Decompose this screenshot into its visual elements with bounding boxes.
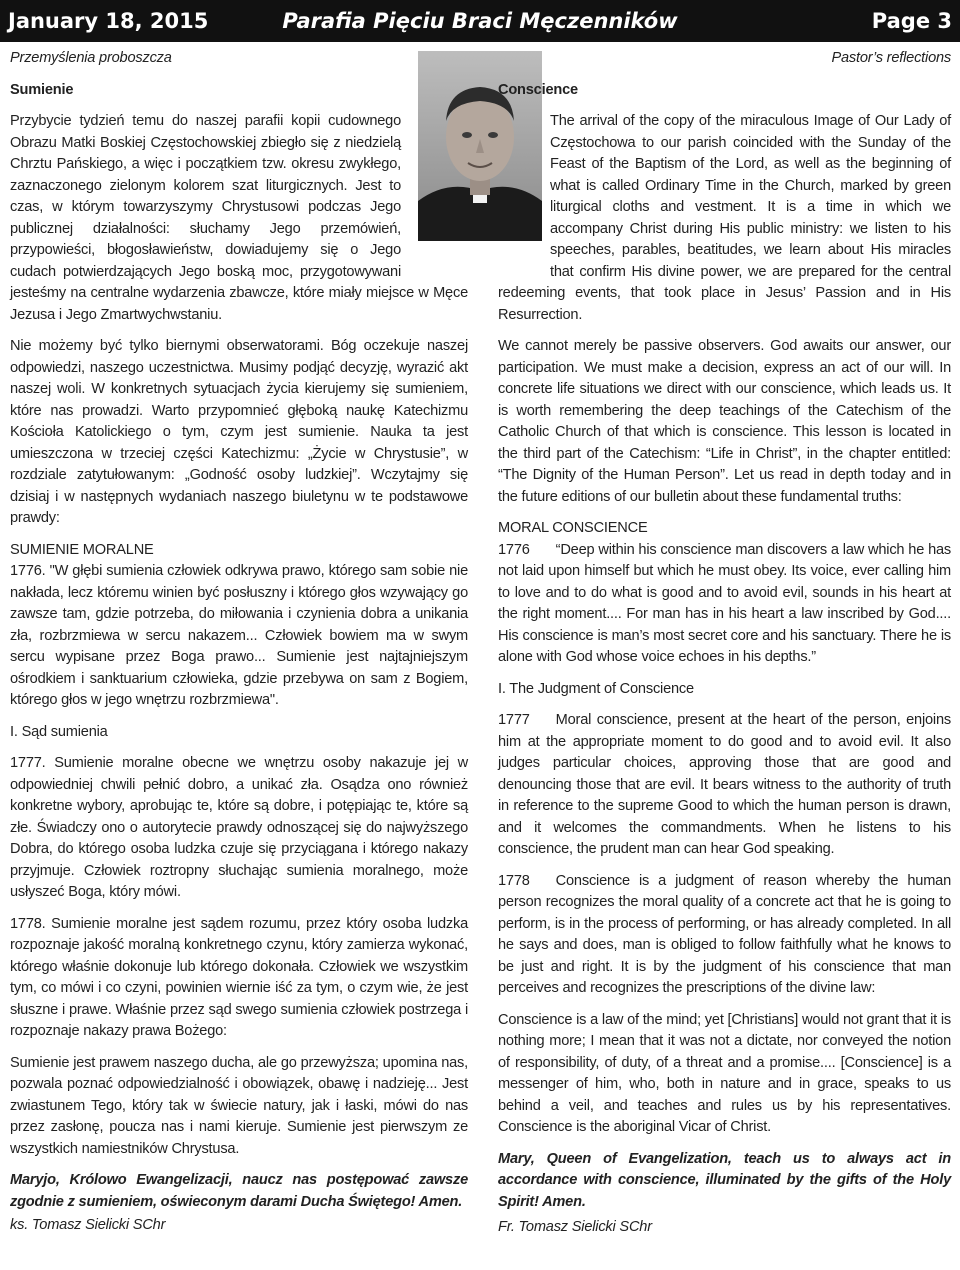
page-header xyxy=(0,0,960,42)
english-paragraph-2: We cannot merely be passive observers. God awaits our answer, our participation. We must make a decision, express an act of our will. In concrete life situations we direct with our conscience, which leads us. It is worth remembering the deep teachings of the Catechism of the Catholic Church of that which is conscience. This lesson is located in the third part of the Catechism: “Life in Christ”, in the chapter entitled: “The Dignity of the Human Person”. Let us read in depth today and in the future editions of our bulletin about these fundamental truths: xyxy=(498,338,951,505)
english-text-1777: Moral conscience, present at the heart of the person, enjoins him at the appropriate moment to do good and to avoid evil. It also judges particular choices, approving those that are good and denouncing those that are evil. It bears witness to the authority of truth in reference to the supreme Good to which the human person is drawn, and it welcomes the commandments. When he listens to his conscience, the prudent man can hear God speaking. xyxy=(498,712,951,857)
english-subhead: MORAL CONSCIENCE xyxy=(498,520,648,536)
polish-paragraph-1777: 1777. Sumienie moralne obecne we wnętrzu osoby nakazuje jej w odpowiedniej chwili pełnić dobro, a unikać zła. Osądza ono również konkretne wybory, aprobując te, które są dobre, i potępiając te, które są złe. Świadczy ono o autorytecie prawdy odnoszącej się do najwyższego Dobra, do którego osoba ludzka czuje się przyciągana i którego nakazy przyjmuje. Człowiek roztropny słuchając sumienia moralnego, może usłyszeć Boga, który mówi. xyxy=(10,755,468,900)
polish-title: Sumienie xyxy=(10,81,74,98)
polish-subhead: SUMIENIE MORALNE xyxy=(10,541,154,558)
polish-section-heading: I. Sąd sumienia xyxy=(10,723,108,740)
english-kicker: Pastor’s reflections xyxy=(831,50,951,66)
english-prayer: Mary, Queen of Evangelization, teach us to always act in accordance with conscience, illuminated by the gifts of the Holy Spirit! Amen. xyxy=(498,1150,951,1210)
photo-spacer-right xyxy=(488,111,538,261)
english-signature: Fr. Tomasz Sielicki SChr xyxy=(498,1219,652,1235)
parish-name: Parafia Pięciu Braci Męczenników xyxy=(282,9,678,33)
english-number-1776: 1776 xyxy=(498,541,530,558)
polish-column xyxy=(10,48,468,1266)
english-paragraph-newman: Conscience is a law of the mind; yet [Christians] would not grant that it is nothing more; I mean that it was not a dictate, nor conveyed the notion of responsibility, of duty, of a threat and a promise.... [Conscience] is a messenger of him, who, both in nature and in grace, speaks to us behind a veil, and teaches and rules us by his representatives. Conscience is the aboriginal Vicar of Christ. xyxy=(498,1011,951,1135)
english-text-1778: Conscience is a judgment of reason whereby the human person recognizes the moral quality of a concrete act that he is going to perform, is in the process of performing, or has already completed. In all he says and does, man is obliged to follow faithfully what he knows to be just and right. It is by the judgment of his conscience that man perceives and recognizes the prescriptions of the divine law: xyxy=(498,872,951,996)
polish-paragraph-1778: 1778. Sumienie moralne jest sądem rozumu, przez który osoba ludzka rozpoznaje jakość moralną konkretnego czynu, który zamierza wykonać, którego właśnie dokonuje lub którego dokonała. Człowiek we wszystkim tym, co mówi i co czyni, powinien wiernie iść za tym, o czym wie, że jest słuszne i prawe. Właśnie przez sąd swego sumienia człowiek postrzega i rozpoznaje nakazy prawa Bożego: xyxy=(10,915,468,1039)
english-paragraph-1776 xyxy=(498,540,951,669)
english-section-heading: I. The Judgment of Conscience xyxy=(498,680,694,697)
polish-paragraph-1776: 1776. "W głębi sumienia człowiek odkrywa prawo, którego sam sobie nie nakłada, lecz któremu winien być posłuszny i którego głos wzywający go zawsze tam, gdzie potrzeba, do miłowania i czynienia dobra a unikania zła, rozbrzmiewa w sercu nakazem... Człowiek bowiem ma w swym sercu wypisane przez Boga prawo... Sumienie jest najtajniejszym ośrodkiem i sanktuarium człowieka, gdzie przebywa on sam z Bogiem, którego głos w jego wnętrzu rozbrzmiewa". xyxy=(10,563,468,708)
polish-paragraph-1: Przybycie tydzień temu do naszej parafii kopii cudownego Obrazu Matki Boskiej Częstochowskiej zbiegło się z niedzielą Chrztu Pańskiego, a więc i początkiem tzw. okresu zwykłego, zaznaczonego zielonym kolorem szat liturgicznych. Jest to czas, w którym towarzyszymy Chrystusowi podczas Jego publicznej działalności: słuchamy Jego przemówień, przypowieści, błogosławieństw, dowiadujemy się o Jego cudach potwierdzających Jego boską moc, przygotowywani jesteśmy na centralne wydarzenia zbawcze, które miały miejsce w Męce Jezusa i Jego Zmartwychwstaniu. xyxy=(10,113,468,323)
english-column xyxy=(498,48,951,1266)
polish-paragraph-newman: Sumienie jest prawem naszego ducha, ale go przewyższa; upomina nas, pozwala poznać odpowiedzialność i obowiązek, obawę i nadzieję... Jest zwiastunem Tego, który tak w świecie natury, jak i łaski, mówi do nas przez zasłonę, poucza nas i nami kieruje. Sumienie jest pierwszym ze wszystkich namiestników Chrystusa. xyxy=(10,1054,468,1157)
english-paragraph-1778 xyxy=(498,871,951,1000)
polish-signature: ks. Tomasz Sielicki SChr xyxy=(10,1217,166,1233)
english-text-1776: “Deep within his conscience man discovers a law which he has not laid upon himself but which he must obey. Its voice, ever calling him to love and to do what is good and to avoid evil, sounds in his heart at the right moment.... For man has in his heart a law inscribed by God.... His conscience is man’s most secret core and his sanctuary. There he is alone with God whose voice echoes in his depths.” xyxy=(498,541,951,665)
english-number-1778: 1778 xyxy=(498,872,530,889)
polish-paragraph-2: Nie możemy być tylko biernymi obserwatorami. Bóg oczekuje naszej odpowiedzi, naszego uczestnictwa. Musimy podjąć decyzję, wyrazić akt naszej woli. W konkretnych sytuacjach życia kierujemy się sumieniem, które nas prowadzi. Warto przypomnieć głęboką naukę Katechizmu Kościoła Katolickiego o tym, czym jest sumienie. Nauka ta jest umieszczona w trzeciej części Katechizmu: „Życie w Chrystusie”, w rozdziale zatytułowanym: „Godność osoby ludzkiej”. Wczytajmy się dzisiaj i w następnych wydaniach naszego biuletynu w te podstawowe prawdy: xyxy=(10,338,468,526)
english-title: Conscience xyxy=(498,81,578,98)
issue-date: January 18, 2015 xyxy=(8,9,209,33)
page-number: Page 3 xyxy=(871,9,952,33)
polish-kicker: Przemyślenia proboszcza xyxy=(10,50,172,66)
polish-prayer: Maryjo, Królowo Ewangelizacji, naucz nas postępować zawsze zgodnie z sumieniem, oświeconym darami Ducha Świętego! Amen. xyxy=(10,1172,468,1210)
english-paragraph-1777 xyxy=(498,710,951,861)
english-paragraph-1: The arrival of the copy of the miraculous Image of Our Lady of Częstochowa to our parish coincided with the Sunday of the Feast of the Baptism of the Lord, as well as the beginning of what is called Ordinary Time in the Church, marked by green liturgical cloths and vestment. It is a time in which we accompany Christ during His public ministry: we listen to his speeches, parables, beatitudes, we learn about His miracles that confirm His divine power, we are prepared for the central redeeming events, that took place in Jesus’ Passion and in His Resurrection. xyxy=(498,113,951,323)
english-number-1777: 1777 xyxy=(498,712,530,728)
